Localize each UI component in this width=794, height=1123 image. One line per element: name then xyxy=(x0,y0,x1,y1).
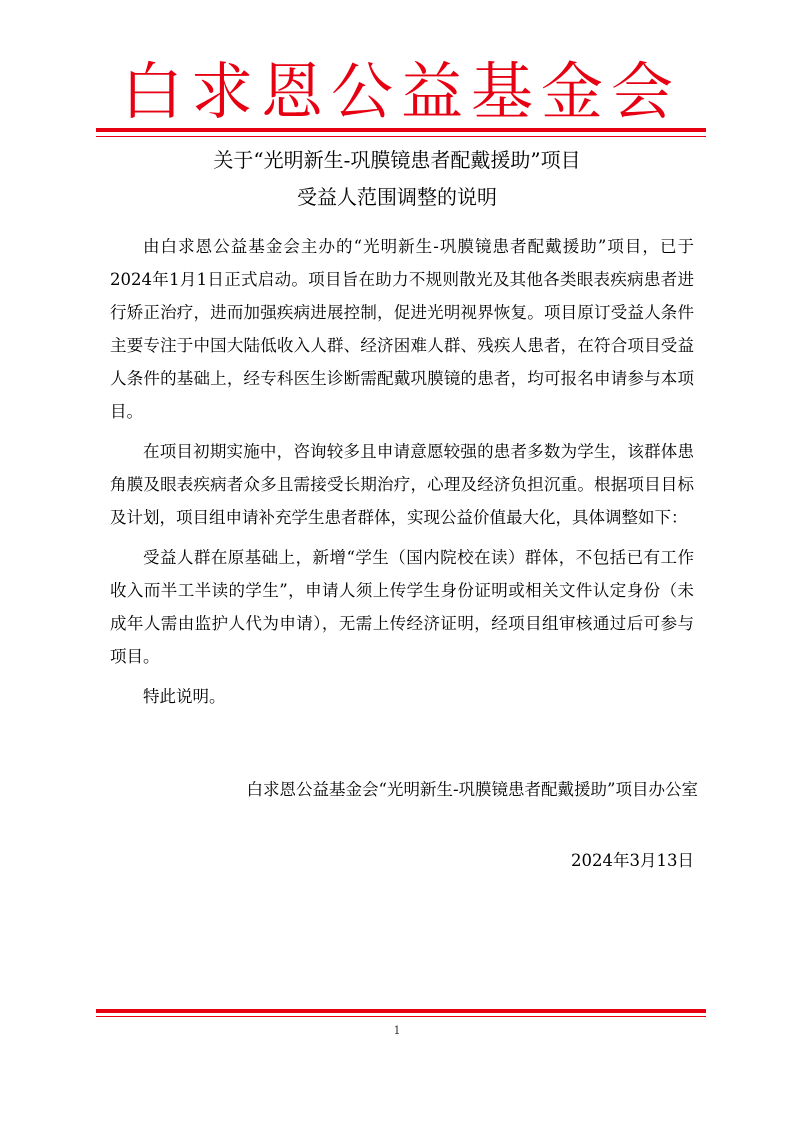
page-number: 1 xyxy=(393,1024,401,1037)
footer-divider-thin xyxy=(96,1016,706,1017)
footer-divider-thick xyxy=(96,1009,706,1013)
body-paragraph-3: 受益人群在原基础上，新增“学生（国内院校在读）群体，不包括已有工作收入而半工半读的学生”，申请人须上传学生身份证明或相关文件认定身份（未成年人需由监护人代为申请），无需上传经济证明，经项目组审核通过后可参与项目。 xyxy=(110,548,694,666)
signature-office: 白求恩公益基金会“光明新生-巩膜镜患者配戴援助”项目办公室 xyxy=(246,780,698,799)
body-paragraph-2: 在项目初期实施中，咨询较多且申请意愿较强的患者多数为学生，该群体患角膜及眼表疾病者众多且需接受长期治疗，心理及经济负担沉重。根据项目目标及计划，项目组申请补充学生患者群体，实现公益价值最大化，具体调整如下： xyxy=(110,442,694,527)
document-title-line-1: 关于“光明新生-巩膜镜患者配戴援助”项目 xyxy=(213,148,581,172)
body-paragraph-4: 特此说明。 xyxy=(143,687,226,706)
body-paragraph-1: 由白求恩公益基金会主办的“光明新生-巩膜镜患者配戴援助”项目，已于2024年1月1日正式启动。项目旨在助力不规则散光及其他各类眼表疾病患者进行矫正治疗，进而加强疾病进展控制，促进光明视界恢复。项目原订受益人条件主要专注于中国大陆低收入人群、经济困难人群、残疾人患者，在符合项目受益人条件的基础上，经专科医生诊断需配戴巩膜镜的患者，均可报名申请参与本项目。 xyxy=(110,237,694,421)
document-title-line-2: 受益人范围调整的说明 xyxy=(297,185,497,209)
header-divider-thick xyxy=(96,128,706,132)
organization-masthead: 白求恩公益基金会 xyxy=(120,55,681,128)
header-divider-thin xyxy=(96,136,706,137)
document-date: 2024年3月13日 xyxy=(571,851,694,870)
document-body xyxy=(110,230,694,720)
